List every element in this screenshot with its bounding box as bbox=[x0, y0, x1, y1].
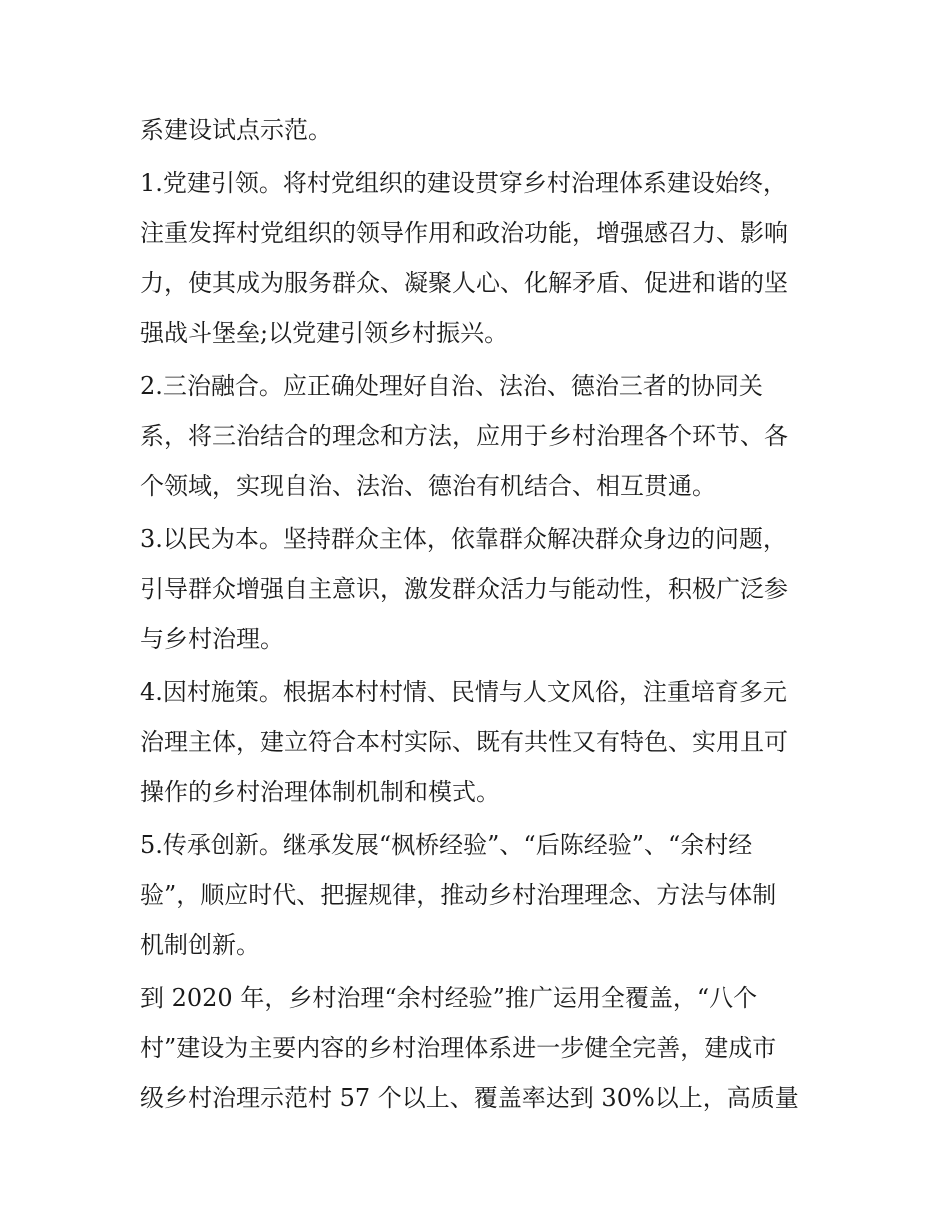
text-line-3: 注重发挥村党组织的领导作用和政治功能，增强感召力、影响 bbox=[140, 219, 788, 247]
text-line-5: 强战斗堡垒;以党建引领乡村振兴。 bbox=[140, 319, 509, 347]
text-line-9: 3.以民为本。坚持群众主体，依靠群众解决群众身边的问题， bbox=[140, 525, 787, 553]
text-line-11: 与乡村治理。 bbox=[140, 625, 284, 653]
text-line-13: 治理主体，建立符合本村实际、既有共性又有特色、实用且可 bbox=[140, 728, 788, 756]
text-line-14: 操作的乡村治理体制机制和模式。 bbox=[140, 778, 500, 806]
text-line-4: 力，使其成为服务群众、凝聚人心、化解矛盾、促进和谐的坚 bbox=[140, 269, 788, 297]
text-line-18: 到 2020 年，乡村治理“余村经验”推广运用全覆盖，“八个 bbox=[140, 984, 758, 1012]
text-line-20: 级乡村治理示范村 57 个以上、覆盖率达到 30%以上，高质量 bbox=[140, 1084, 799, 1112]
text-line-1: 系建设试点示范。 bbox=[140, 116, 332, 144]
text-line-15: 5.传承创新。继承发展“枫桥经验”、“后陈经验”、“余村经 bbox=[140, 831, 753, 859]
text-line-17: 机制创新。 bbox=[140, 931, 260, 959]
text-line-19: 村”建设为主要内容的乡村治理体系进一步健全完善，建成市 bbox=[140, 1034, 777, 1062]
text-line-12: 4.因村施策。根据本村村情、民情与人文风俗，注重培育多元 bbox=[140, 678, 787, 706]
text-line-8: 个领域，实现自治、法治、德治有机结合、相互贯通。 bbox=[140, 472, 716, 500]
text-line-6: 2.三治融合。应正确处理好自治、法治、德治三者的协同关 bbox=[140, 372, 763, 400]
text-line-16: 验”，顺应时代、把握规律，推动乡村治理理念、方法与体制 bbox=[140, 881, 777, 909]
text-line-10: 引导群众增强自主意识，激发群众活力与能动性，积极广泛参 bbox=[140, 575, 788, 603]
text-line-2: 1.党建引领。将村党组织的建设贯穿乡村治理体系建设始终， bbox=[140, 169, 787, 197]
text-line-7: 系，将三治结合的理念和方法，应用于乡村治理各个环节、各 bbox=[140, 422, 788, 450]
document-body bbox=[140, 105, 820, 1123]
